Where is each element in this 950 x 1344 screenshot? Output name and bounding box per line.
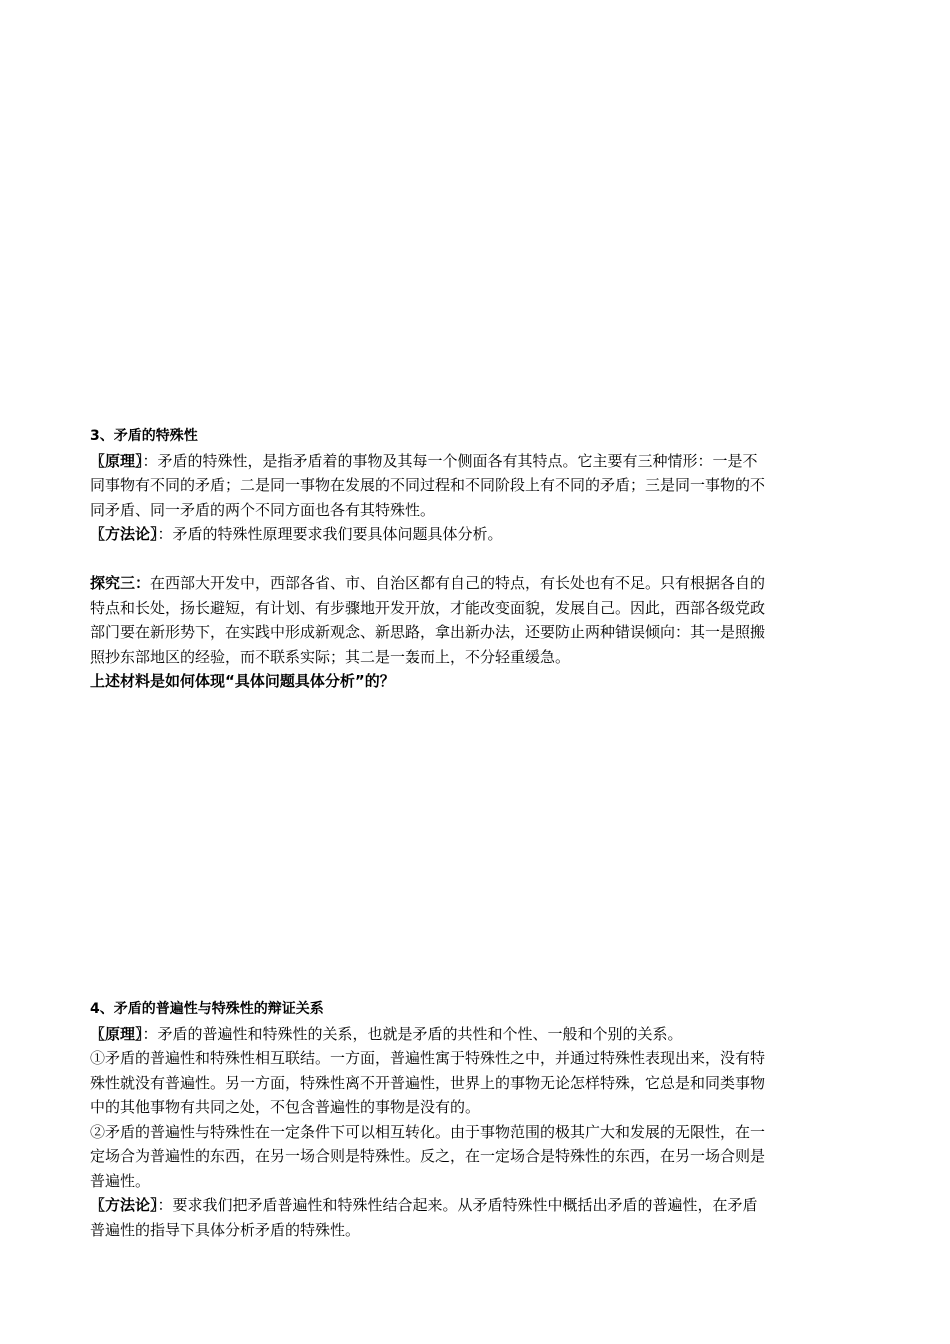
point-1-line-3: 中的其他事物有共同之处，不包含普遍性的事物是没有的。 <box>90 1098 481 1116</box>
principle-text-line-3: 同矛盾、同一矛盾的两个不同方面也各有其特殊性。 <box>90 500 436 519</box>
spacer <box>90 547 862 572</box>
inquiry-text-line-1: 在西部大开发中，西部各省、市、自治区都有自己的特点，有长处也有不足。只有根据各自的 <box>150 574 766 592</box>
methodology-text: ：矛盾的特殊性原理要求我们要具体问题具体分析。 <box>157 525 503 543</box>
methodology-label: 〖方法论〗 <box>90 525 158 543</box>
principle-text: ：矛盾的普遍性和特殊性的关系，也就是矛盾的共性和个性、一般和个别的关系。 <box>142 1024 683 1043</box>
inquiry-text-line-4: 照抄东部地区的经验，而不联系实际；其二是一轰而上，不分轻重缓急。 <box>90 647 571 666</box>
section-3-methodology <box>90 522 862 547</box>
principle-label: 〖原理〗 <box>90 451 143 470</box>
point-1-line-1: ①矛盾的普遍性和特殊性相互联结。一方面，普遍性寓于特殊性之中，并通过特殊性表现出来，没有特 <box>90 1049 766 1067</box>
section-3 <box>90 424 862 694</box>
section-4 <box>90 997 862 1242</box>
point-2-line-2: 定场合为普遍性的东西，在另一场合则是特殊性。反之，在一定场合是特殊性的东西，在另一场合则是 <box>90 1147 766 1165</box>
section-4-principle <box>90 1022 862 1047</box>
section-4-heading: 4、矛盾的普遍性与特殊性的辩证关系 <box>90 1001 324 1017</box>
point-2-line-1: ②矛盾的普遍性与特殊性在一定条件下可以相互转化。由于事物范围的极其广大和发展的无限性，在一 <box>90 1122 766 1141</box>
inquiry-label: 探究三： <box>90 574 151 592</box>
methodology-text-line-1: ：要求我们把矛盾普遍性和特殊性结合起来。从矛盾特殊性中概括出矛盾的普遍性，在矛盾 <box>157 1196 758 1214</box>
principle-label: 〖原理〗 <box>90 1024 143 1043</box>
methodology-text-line-2: 普遍性的指导下具体分析矛盾的特殊性。 <box>90 1220 361 1239</box>
inquiry-question: 上述材料是如何体现“具体问题具体分析”的？ <box>90 672 395 690</box>
principle-text-line-2: 同事物有不同的矛盾；二是同一事物在发展的不同过程和不同阶段上有不同的矛盾；三是同一事物的不 <box>90 476 766 494</box>
section-3-heading: 3、矛盾的特殊性 <box>90 428 198 444</box>
principle-text-line-1: ：矛盾的特殊性，是指矛盾着的事物及其每一个侧面各有其特点。它主要有三种情形：一是不 <box>142 451 758 470</box>
inquiry-text-line-3: 部门要在新形势下，在实践中形成新观念、新思路，拿出新办法，还要防止两种错误倾向：其一是照搬 <box>90 623 766 641</box>
methodology-label: 〖方法论〗 <box>90 1196 158 1214</box>
section-4-methodology <box>90 1193 862 1218</box>
point-2-line-3: 普遍性。 <box>90 1171 151 1190</box>
inquiry-text-line-2: 特点和长处，扬长避短，有计划、有步骤地开发开放，才能改变面貌，发展自己。因此，西部各级党政 <box>90 598 766 617</box>
point-1-line-2: 殊性就没有普遍性。另一方面，特殊性离不开普遍性，世界上的事物无论怎样特殊，它总是和同类事物 <box>90 1073 766 1092</box>
inquiry-3-line-1 <box>90 571 862 596</box>
section-3-principle <box>90 449 862 474</box>
